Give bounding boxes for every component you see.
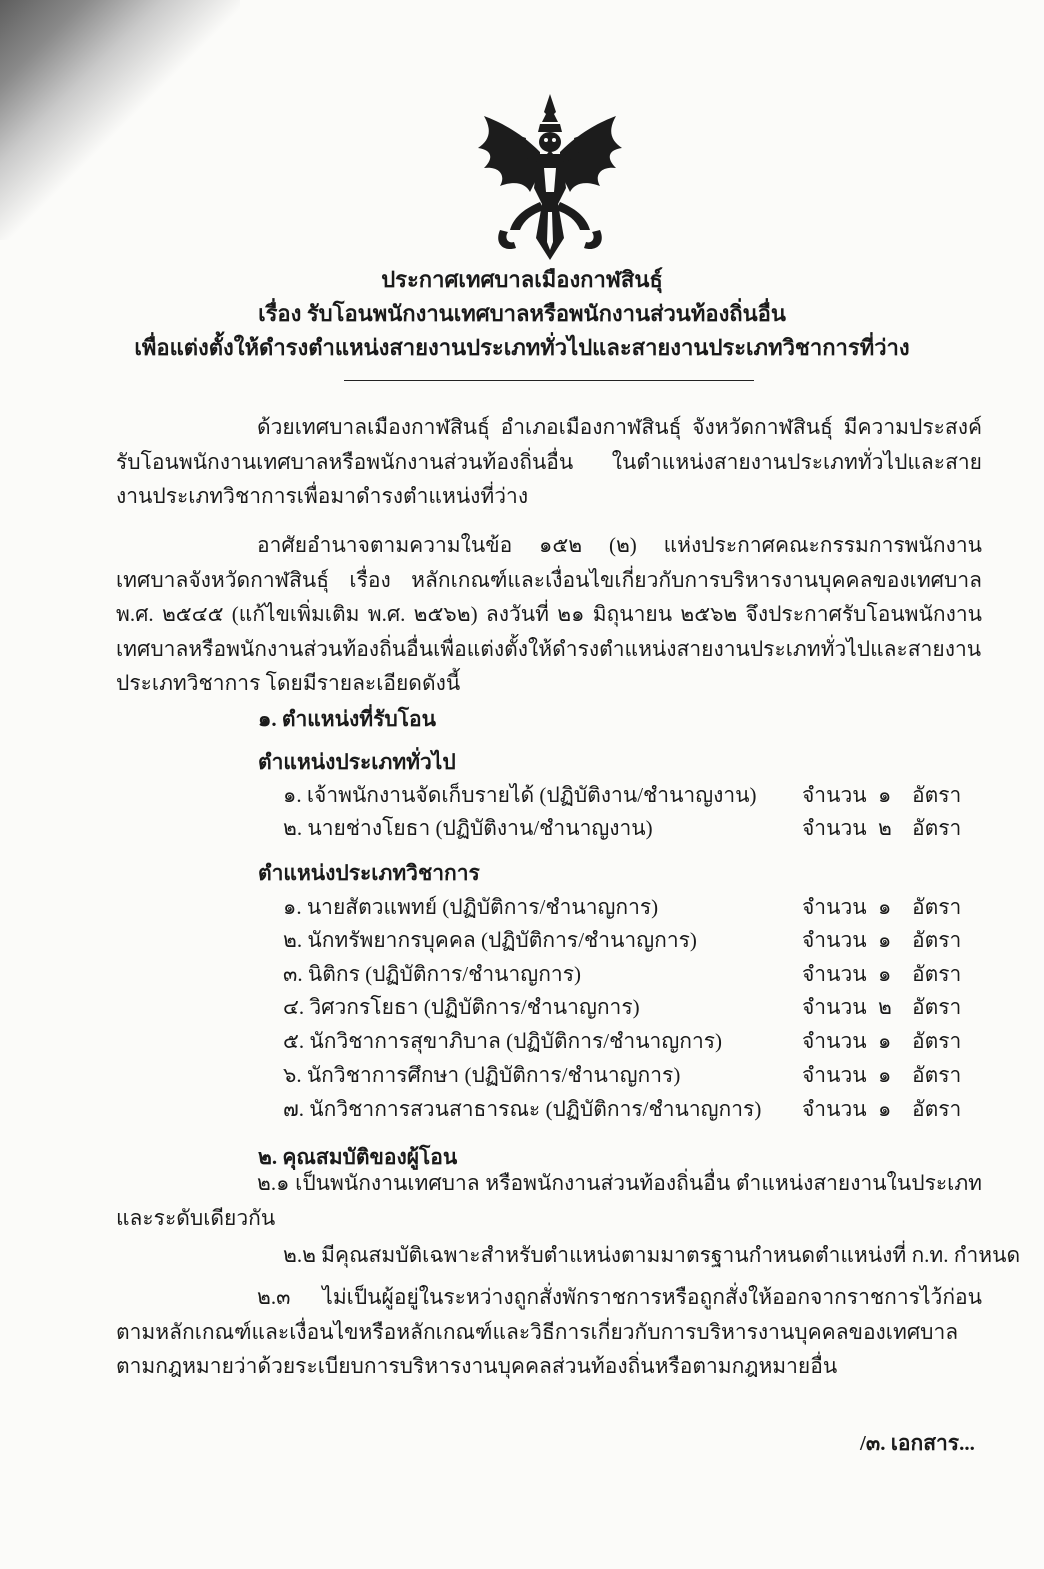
qualification-2-3: ๒.๓ ไม่เป็นผู้อยู่ในระหว่างถูกสั่งพักราชการหรือถูกสั่งให้ออกจากราชการไว้ก่อนตามหลักเกณฑ์และเงื่อนไขหรือหลักเกณฑ์และวิธีการเกี่ยวกับการบริหารงานบุคคลของเทศบาลตามกฎหมายว่าด้วยระเบียบการบริหารงานบุคคลส่วนท้องถิ่นหรือตามกฎหมายอื่น [116,1285,982,1378]
position-name: ๓. นิติกร (ปฏิบัติการ/ชำนาญการ) [283,962,581,986]
amount-label: จำนวน [802,816,867,840]
continuation-note: /๓. เอกสาร... [860,1431,975,1455]
authority-paragraph: อาศัยอำนาจตามความในข้อ ๑๕๒ (๒) แห่งประกาศคณะกรรมการพนักงานเทศบาลจังหวัดกาฬสินธุ์ เรื่อง หลักเกณฑ์และเงื่อนไขเกี่ยวกับการบริหารงานบุคคลของเทศบาล พ.ศ. ๒๕๔๕ (แก้ไขเพิ่มเติม พ.ศ. ๒๕๖๒) ลงวันที่ ๒๑ มิถุนายน ๒๕๖๒ จึงประกาศรับโอนพนักงานเทศบาลหรือพนักงานส่วนท้องถิ่นอื่นเพื่อแต่งตั้งให้ดำรงตำแหน่งสายงานประเภททั่วไปและสายงานประเภทวิชาการ โดยมีรายละเอียดดังนี้ [116,533,982,695]
section2-heading: ๒. คุณสมบัติของผู้โอน [258,1145,458,1169]
count-unit: อัตรา [912,995,962,1019]
academic-position-row [0,891,1044,921]
count-unit: อัตรา [912,962,962,986]
count-unit: อัตรา [912,1097,962,1121]
academic-position-row [0,1093,1044,1123]
position-count: ๑ [878,895,892,919]
photo-shadow [0,0,240,240]
position-name: ๒. นายช่างโยธา (ปฏิบัติงาน/ชำนาญงาน) [283,816,653,840]
academic-position-row [0,924,1044,954]
position-name: ๑. เจ้าพนักงานจัดเก็บรายได้ (ปฏิบัติงาน/ชำนาญงาน) [283,783,757,807]
position-name: ๕. นักวิชาการสุขาภิบาล (ปฏิบัติการ/ชำนาญการ) [283,1029,723,1053]
position-count: ๒ [878,995,892,1019]
position-count: ๑ [878,1029,892,1053]
position-count: ๑ [878,783,892,807]
position-name: ๗. นักวิชาการสวนสาธารณะ (ปฏิบัติการ/ชำนาญการ) [283,1097,762,1121]
document-subject: เรื่อง รับโอนพนักงานเทศบาลหรือพนักงานส่วนท้องถิ่นอื่น [258,301,786,326]
section1-heading: ๑. ตำแหน่งที่รับโอน [258,707,436,731]
academic-position-row [0,1059,1044,1089]
document-purpose: เพื่อแต่งตั้งให้ดำรงตำแหน่งสายงานประเภททั่วไปและสายงานประเภทวิชาการที่ว่าง [134,335,910,360]
document-title: ประกาศเทศบาลเมืองกาฬสินธุ์ [381,267,663,292]
count-unit: อัตรา [912,1029,962,1053]
position-name: ๔. วิศวกรโยธา (ปฏิบัติการ/ชำนาญการ) [283,995,640,1019]
academic-position-row [0,1025,1044,1055]
amount-label: จำนวน [802,995,867,1019]
position-count: ๑ [878,1063,892,1087]
count-unit: อัตรา [912,816,962,840]
amount-label: จำนวน [802,783,867,807]
count-unit: อัตรา [912,895,962,919]
qualification-2-2: ๒.๒ มีคุณสมบัติเฉพาะสำหรับตำแหน่งตามมาตรฐานกำหนดตำแหน่งที่ ก.ท. กำหนด [283,1243,1021,1267]
position-count: ๑ [878,928,892,952]
count-unit: อัตรา [912,928,962,952]
amount-label: จำนวน [802,1097,867,1121]
amount-label: จำนวน [802,928,867,952]
academic-type-heading: ตำแหน่งประเภทวิชาการ [258,861,480,885]
title-divider [344,380,754,381]
academic-position-row [0,958,1044,988]
amount-label: จำนวน [802,895,867,919]
general-position-row [0,812,1044,842]
general-type-heading: ตำแหน่งประเภททั่วไป [258,750,456,774]
position-name: ๒. นักทรัพยากรบุคคล (ปฏิบัติการ/ชำนาญการ) [283,928,697,952]
academic-position-row [0,991,1044,1021]
qualification-2-1: ๒.๑ เป็นพนักงานเทศบาล หรือพนักงานส่วนท้องถิ่นอื่น ตำแหน่งสายงานในประเภทและระดับเดียวกัน [116,1171,982,1230]
position-name: ๖. นักวิชาการศึกษา (ปฏิบัติการ/ชำนาญการ) [283,1063,681,1087]
amount-label: จำนวน [802,1063,867,1087]
position-count: ๑ [878,962,892,986]
amount-label: จำนวน [802,1029,867,1053]
amount-label: จำนวน [802,962,867,986]
count-unit: อัตรา [912,783,962,807]
count-unit: อัตรา [912,1063,962,1087]
intro-paragraph: ด้วยเทศบาลเมืองกาฬสินธุ์ อำเภอเมืองกาฬสินธุ์ จังหวัดกาฬสินธุ์ มีความประสงค์รับโอนพนักงานเทศบาลหรือพนักงานส่วนท้องถิ่นอื่น ในตำแหน่งสายงานประเภททั่วไปและสายงานประเภทวิชาการเพื่อมาดำรงตำแหน่งที่ว่าง [116,415,982,508]
general-position-row [0,779,1044,809]
garuda-emblem-icon [470,92,630,264]
position-name: ๑. นายสัตวแพทย์ (ปฏิบัติการ/ชำนาญการ) [283,895,659,919]
position-count: ๒ [878,816,892,840]
position-count: ๑ [878,1097,892,1121]
